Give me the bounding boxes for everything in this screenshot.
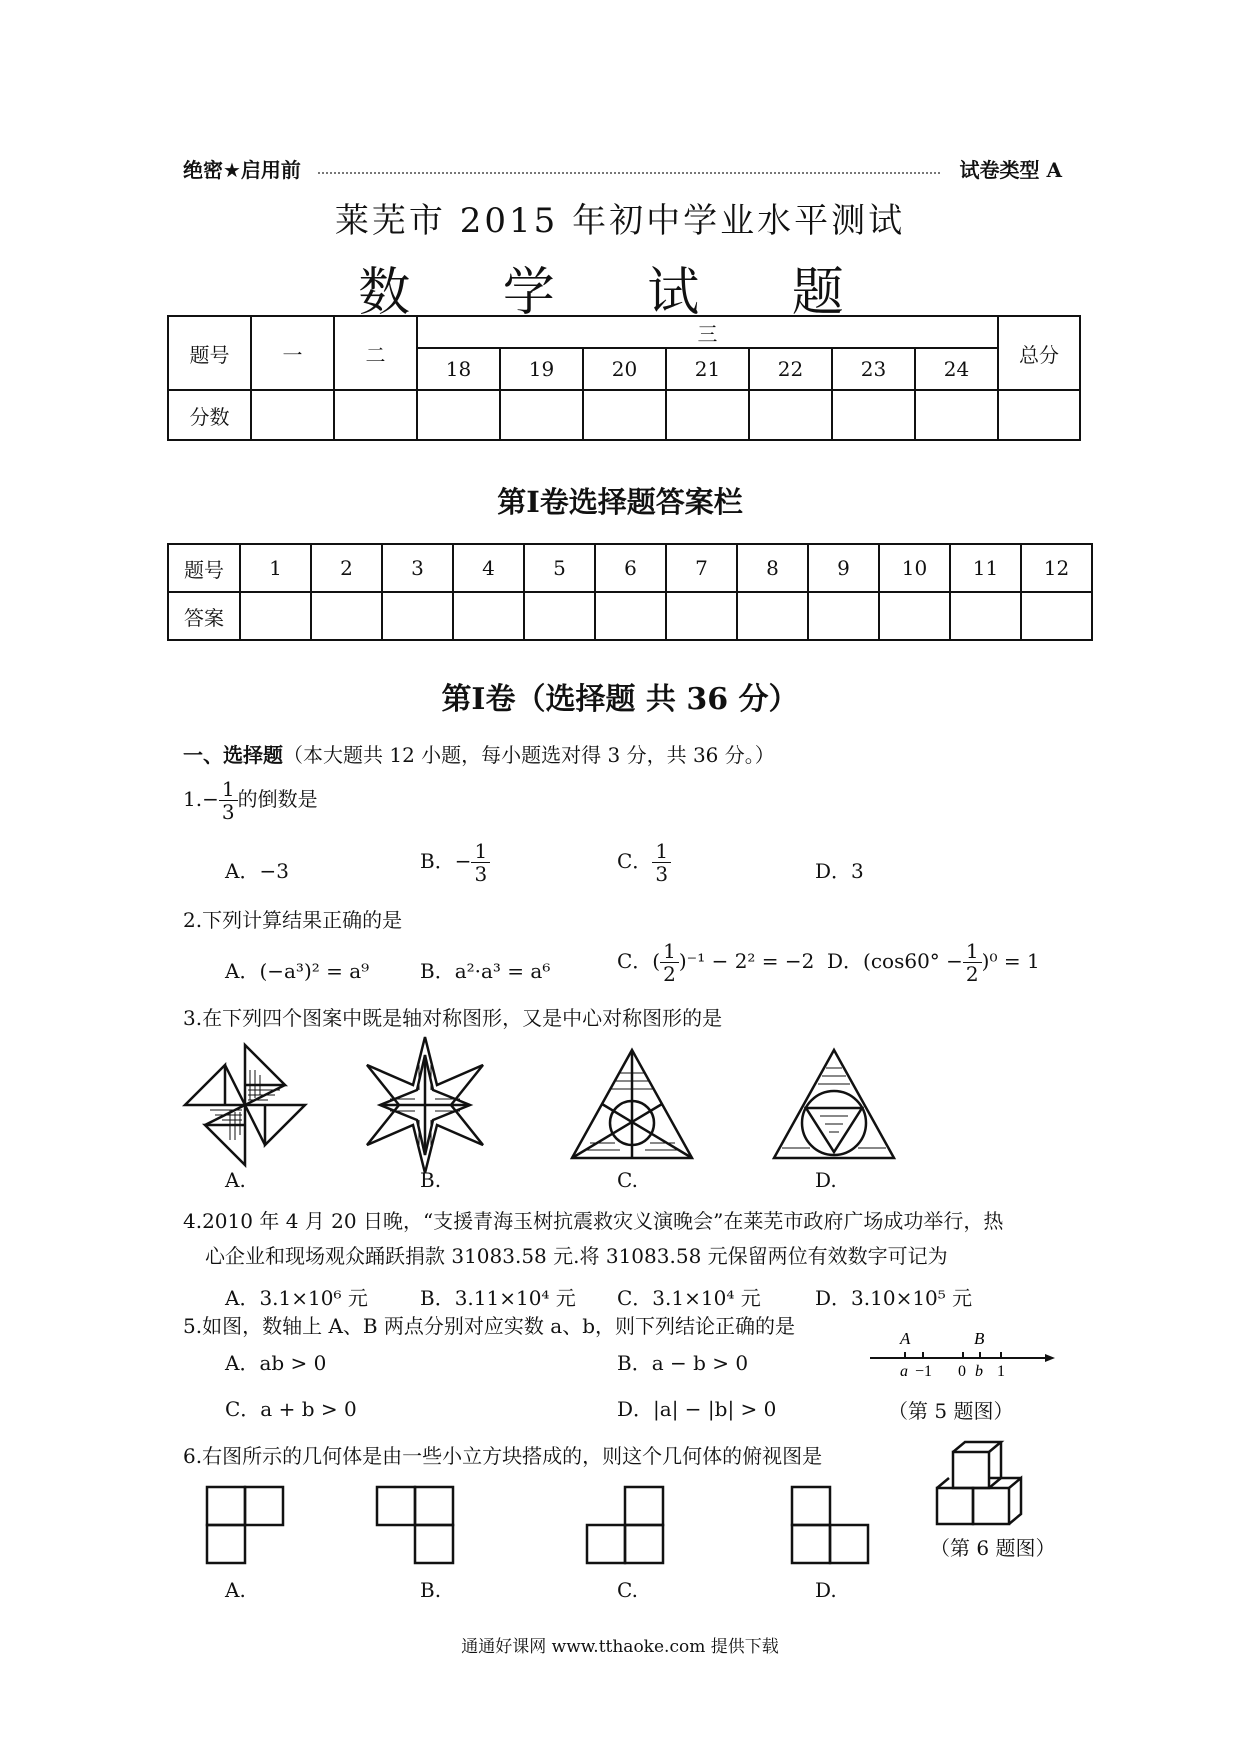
score-sub-24: 24 [915, 348, 998, 390]
q3-label-d[interactable]: D. [815, 1168, 837, 1192]
score-cell[interactable] [998, 390, 1080, 440]
q2-option-a[interactable]: A．(−a³)² = a⁹ [225, 959, 370, 983]
q5-option-a[interactable]: A．ab > 0 [225, 1351, 327, 1375]
answer-cell[interactable] [666, 592, 737, 640]
q2-option-d[interactable] [827, 940, 1040, 985]
question-4-line2: 心企业和现场观众踊跃捐款 31083.58 元.将 31083.58 元保留两位有效数字可记为 [205, 1244, 948, 1268]
score-cell[interactable] [500, 390, 583, 440]
q2-c-den: 2 [663, 962, 676, 986]
q2-d-prefix: D．(cos60° − [827, 949, 963, 973]
q2-d-fraction [963, 940, 982, 985]
score-cell[interactable] [749, 390, 832, 440]
question-1 [183, 778, 318, 823]
q5-tick-a: a [900, 1363, 908, 1380]
q5-point-b-label: B [974, 1329, 985, 1348]
q1-option-c[interactable] [617, 840, 671, 885]
q3-figure-b-star[interactable] [355, 1035, 495, 1175]
q1-fraction [219, 778, 238, 823]
q6-option-d-view[interactable] [790, 1485, 872, 1567]
answer-cell[interactable] [879, 592, 950, 640]
q4-option-c[interactable]: C．3.1×10⁴ 元 [617, 1286, 761, 1310]
answer-num: 3 [382, 544, 453, 592]
answer-cell[interactable] [311, 592, 382, 640]
subject-title: 数 学 试 题 [358, 263, 882, 323]
exam-title: 莱芜市 2015 年初中学业水平测试 [334, 201, 906, 241]
answer-row-label: 答案 [168, 592, 240, 640]
q1-option-b[interactable] [420, 840, 490, 885]
q5-tick-neg1: −1 [915, 1363, 933, 1380]
q3-figure-c-triangle[interactable] [570, 1048, 695, 1160]
score-header-total: 总分 [998, 316, 1080, 390]
score-sub-19: 19 [500, 348, 583, 390]
q2-c-suffix: )⁻¹ − 2² = −2 [678, 949, 815, 973]
q1-b-fraction [471, 840, 490, 885]
q5-tick-0: 0 [958, 1363, 966, 1380]
q4-option-b[interactable]: B．3.11×10⁴ 元 [420, 1286, 576, 1310]
q3-figure-d-triangle-circle[interactable] [772, 1048, 897, 1160]
q1-b-den: 3 [474, 862, 488, 886]
answer-num: 8 [737, 544, 808, 592]
score-cell[interactable] [832, 390, 915, 440]
q2-c-fraction [660, 940, 679, 985]
q1-c-fraction [652, 840, 671, 885]
section-heading-bold: 一、选择题 [183, 743, 283, 767]
section-heading [183, 742, 775, 768]
answer-section-title: 第Ⅰ卷选择题答案栏 [497, 485, 743, 519]
q6-label-d[interactable]: D. [815, 1578, 837, 1602]
answer-num: 4 [453, 544, 524, 592]
q1-b-num: 1 [471, 840, 490, 863]
answer-num: 2 [311, 544, 382, 592]
q5-option-b[interactable]: B．a − b > 0 [617, 1351, 749, 1375]
footer-source[interactable]: 通通好课网 www.tthaoke.com 提供下载 [461, 1637, 779, 1657]
q1-frac-den: 3 [221, 800, 235, 824]
q5-option-d[interactable]: D．|a| − |b| > 0 [617, 1397, 777, 1421]
score-cell[interactable] [417, 390, 500, 440]
q5-figure-caption: （第 5 题图） [888, 1399, 1014, 1423]
score-cell[interactable] [915, 390, 998, 440]
section-heading-rest: （本大题共 12 小题，每小题选对得 3 分，共 36 分。） [283, 743, 775, 767]
answer-cell[interactable] [382, 592, 453, 640]
question-3: 3.在下列四个图案中既是轴对称图形，又是中心对称图形的是 [183, 1006, 723, 1030]
q6-label-a[interactable]: A. [225, 1578, 246, 1602]
answer-cell[interactable] [240, 592, 311, 640]
q6-cube-figure [935, 1440, 1035, 1530]
q3-label-b[interactable]: B. [420, 1168, 442, 1192]
answer-num: 7 [666, 544, 737, 592]
answer-num: 5 [524, 544, 595, 592]
q2-option-b[interactable]: B．a²·a³ = a⁶ [420, 959, 551, 983]
score-sub-20: 20 [583, 348, 666, 390]
answer-cell[interactable] [808, 592, 879, 640]
question-6: 6.右图所示的几何体是由一些小立方块搭成的，则这个几何体的俯视图是 [183, 1444, 823, 1468]
score-row-label: 分数 [168, 390, 251, 440]
q6-label-c[interactable]: C. [617, 1578, 638, 1602]
q6-option-a-view[interactable] [205, 1485, 287, 1567]
answer-table [167, 543, 1093, 641]
q1-c-den: 3 [655, 862, 669, 886]
answer-header-label: 题号 [168, 544, 240, 592]
score-cell[interactable] [666, 390, 749, 440]
q1-c-num: 1 [652, 840, 671, 863]
header-dotted-leader [318, 172, 940, 174]
score-cell[interactable] [251, 390, 334, 440]
score-cell[interactable] [583, 390, 666, 440]
q6-label-b[interactable]: B. [420, 1578, 442, 1602]
q1-suffix: 的倒数是 [237, 787, 318, 811]
volume-title: 第Ⅰ卷（选择题 共 36 分） [441, 682, 799, 717]
score-header-part2: 二 [334, 316, 417, 390]
answer-cell[interactable] [524, 592, 595, 640]
q6-figure-caption: （第 6 题图） [930, 1536, 1056, 1560]
answer-num: 12 [1021, 544, 1092, 592]
q1-frac-num: 1 [219, 778, 238, 801]
q6-option-b-view[interactable] [375, 1485, 457, 1567]
score-sub-23: 23 [832, 348, 915, 390]
question-4-line1: 4.2010 年 4 月 20 日晚，“支援青海玉树抗震救灾义演晚会”在莱芜市政府广场成功举行，热 [183, 1209, 1004, 1233]
answer-cell[interactable] [595, 592, 666, 640]
q5-point-a-label: A [900, 1329, 911, 1348]
answer-cell[interactable] [1021, 592, 1092, 640]
confidential-label: 绝密★启用前 [183, 158, 301, 182]
q2-option-c[interactable] [617, 940, 814, 985]
q1-option-a[interactable]: A．−3 [225, 859, 289, 883]
q6-option-c-view[interactable] [585, 1485, 667, 1567]
answer-num: 6 [595, 544, 666, 592]
q2-d-suffix: )⁰ = 1 [981, 949, 1040, 973]
q1-b-prefix: B．− [420, 849, 472, 873]
answer-num: 11 [950, 544, 1021, 592]
score-sub-18: 18 [417, 348, 500, 390]
q2-d-den: 2 [965, 962, 979, 986]
score-sub-22: 22 [749, 348, 832, 390]
q5-tick-1: 1 [997, 1363, 1005, 1380]
answer-cell[interactable] [950, 592, 1021, 640]
question-2: 2.下列计算结果正确的是 [183, 908, 403, 932]
q2-c-prefix: C．( [617, 949, 661, 973]
score-header-part3: 三 [417, 316, 998, 348]
q1-option-d[interactable]: D．3 [815, 859, 864, 883]
answer-num: 1 [240, 544, 311, 592]
q3-label-c[interactable]: C. [617, 1168, 638, 1192]
paper-type-label: 试卷类型 A [959, 158, 1062, 182]
q5-number-line-figure [865, 1330, 1055, 1380]
answer-num: 10 [879, 544, 950, 592]
answer-cell[interactable] [453, 592, 524, 640]
score-sub-21: 21 [666, 348, 749, 390]
q4-option-d[interactable]: D．3.10×10⁵ 元 [815, 1286, 973, 1310]
question-5: 5.如图，数轴上 A、B 两点分别对应实数 a、b，则下列结论正确的是 [183, 1314, 796, 1338]
q5-tick-b: b [975, 1363, 983, 1380]
score-header-question: 题号 [168, 316, 251, 390]
answer-cell[interactable] [737, 592, 808, 640]
score-header-part1: 一 [251, 316, 334, 390]
q2-d-num: 1 [963, 940, 982, 963]
q5-option-c[interactable]: C．a + b > 0 [225, 1397, 357, 1421]
q3-figure-a-pinwheel[interactable] [180, 1040, 310, 1170]
score-table [167, 315, 1081, 441]
q1-prefix: 1.− [183, 787, 219, 811]
q4-option-a[interactable]: A．3.1×10⁶ 元 [225, 1286, 368, 1310]
q3-label-a[interactable]: A. [225, 1168, 246, 1192]
score-cell[interactable] [334, 390, 417, 440]
q2-c-num: 1 [660, 940, 679, 963]
q1-c-prefix: C． [617, 849, 653, 873]
answer-num: 9 [808, 544, 879, 592]
